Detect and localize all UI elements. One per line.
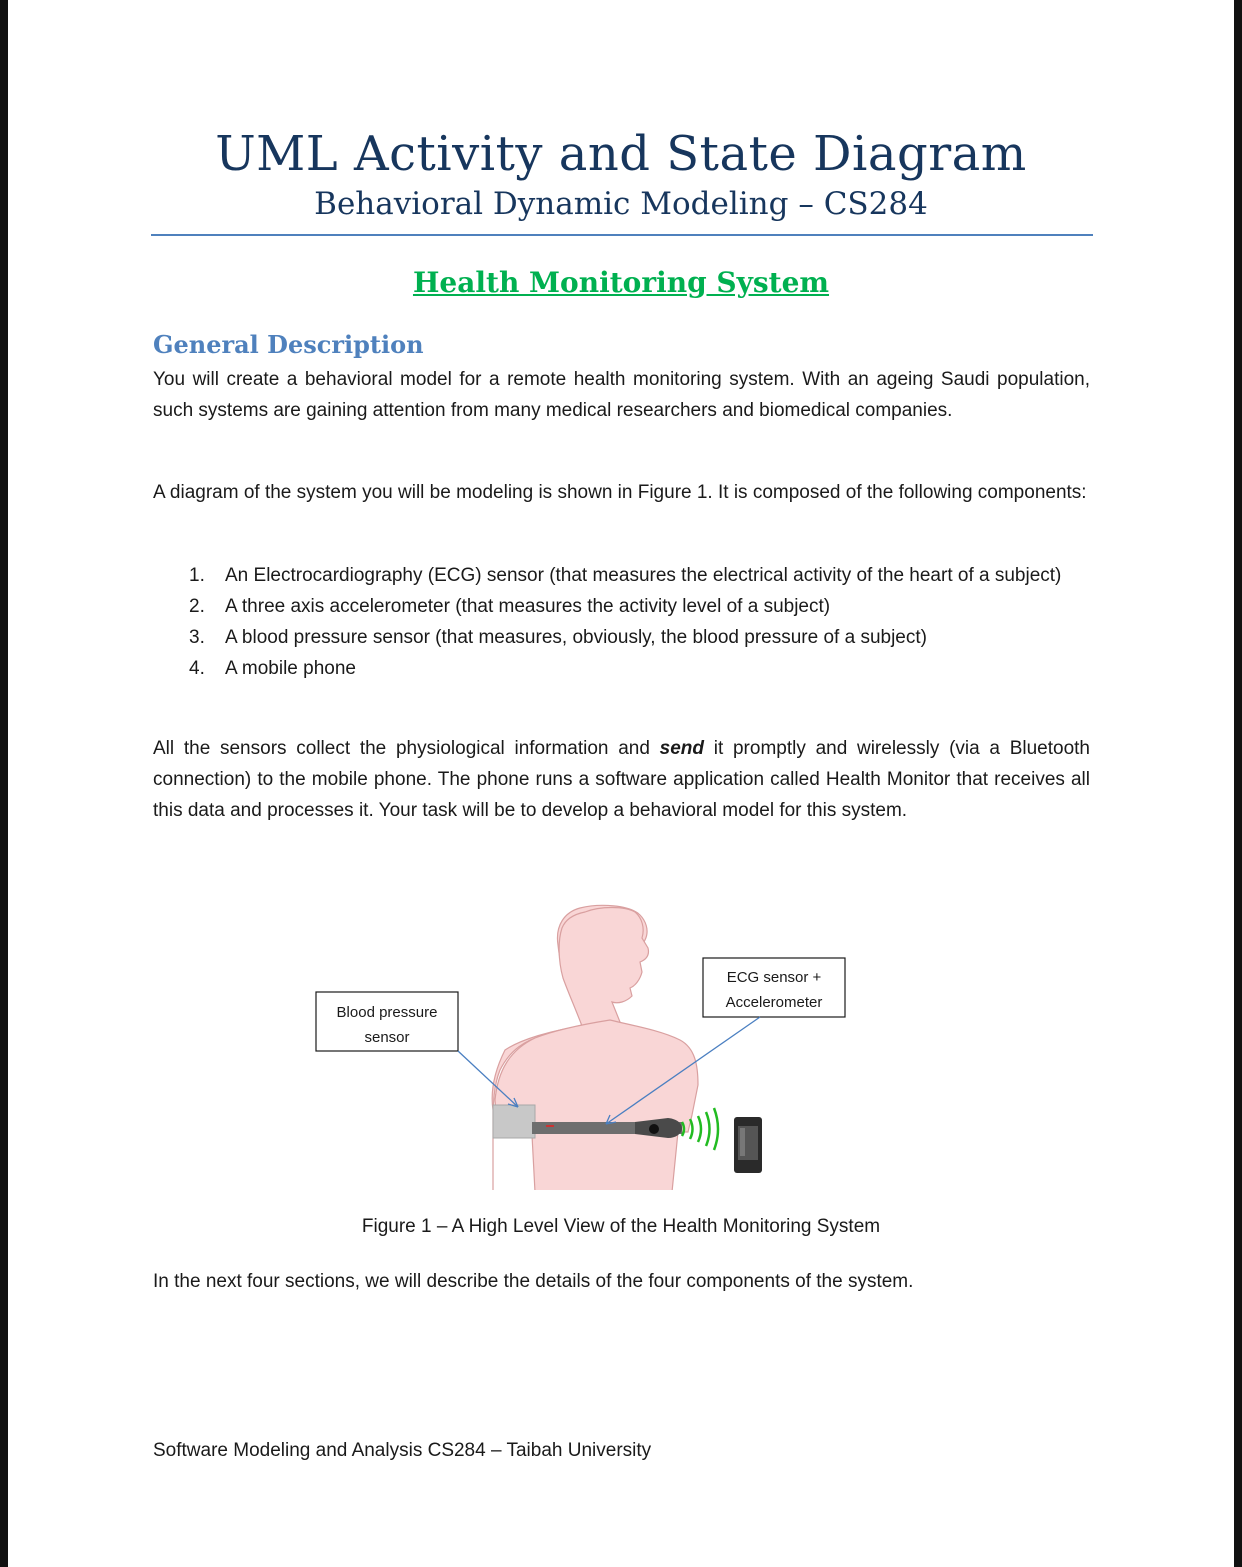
system-figure [300,900,900,1190]
paragraph-sensors-start: All the sensors collect the physiological information and [153,738,660,759]
list-text: A blood pressure sensor (that measures, obviously, the blood pressure of a subject) [225,627,927,648]
page-edge-left [0,0,8,1567]
page-edge-right [1234,0,1242,1567]
list-number: 1. [189,565,205,586]
list-item [153,653,1090,684]
paragraph-intro: You will create a behavioral model for a remote health monitoring system. With an ageing Saudi population, such systems are gaining attention from many medical researchers and biomedical companies. [153,369,1090,421]
figure-caption: Figure 1 – A High Level View of the Health Monitoring System [361,1216,881,1237]
title-divider [151,234,1093,236]
list-text: A three axis accelerometer (that measures the activity level of a subject) [225,596,831,617]
bp-callout-line2: sensor [364,1029,410,1046]
list-item [153,591,1090,622]
blood-pressure-cuff [493,1105,535,1138]
head-illustration [559,908,648,1027]
document-subtitle: Behavioral Dynamic Modeling – CS284 [314,186,928,222]
emphasis-send: send [659,738,705,759]
section-heading: General Description [153,330,424,359]
list-text: An Electrocardiography (ECG) sensor (that measures the electrical activity of the heart of a subject) [225,565,1062,586]
document-title: UML Activity and State Diagram [215,126,1027,182]
list-item [153,560,1090,591]
phone-screen-highlight [740,1128,745,1156]
paragraph-diagram-intro: A diagram of the system you will be modeling is shown in Figure 1. It is composed of the following components: [153,482,1087,503]
sensor-button [649,1124,659,1134]
page-footer: Software Modeling and Analysis CS284 – Taibah University [153,1440,652,1461]
components-list [153,560,1090,684]
paragraph-sensors-end: it promptly and wirelessly (via a Bluetooth connection) to the mobile phone. The phone runs a software application called Health Monitor that receives all this data and processes it. Your task will be to develop a behavioral model for this system. [153,738,1091,821]
list-number: 2. [189,596,205,617]
ecg-callout-line1: ECG sensor + [726,969,822,986]
ecg-callout-line2: Accelerometer [725,994,823,1011]
list-item [153,622,1090,653]
paragraph-sensors [153,733,1090,826]
paragraph-next-sections: In the next four sections, we will describe the details of the four components of the system. [153,1271,914,1292]
bp-callout-line1: Blood pressure [336,1004,438,1021]
list-text: A mobile phone [225,658,356,679]
list-number: 4. [189,658,205,679]
system-heading: Health Monitoring System [412,266,830,299]
list-number: 3. [189,627,205,648]
